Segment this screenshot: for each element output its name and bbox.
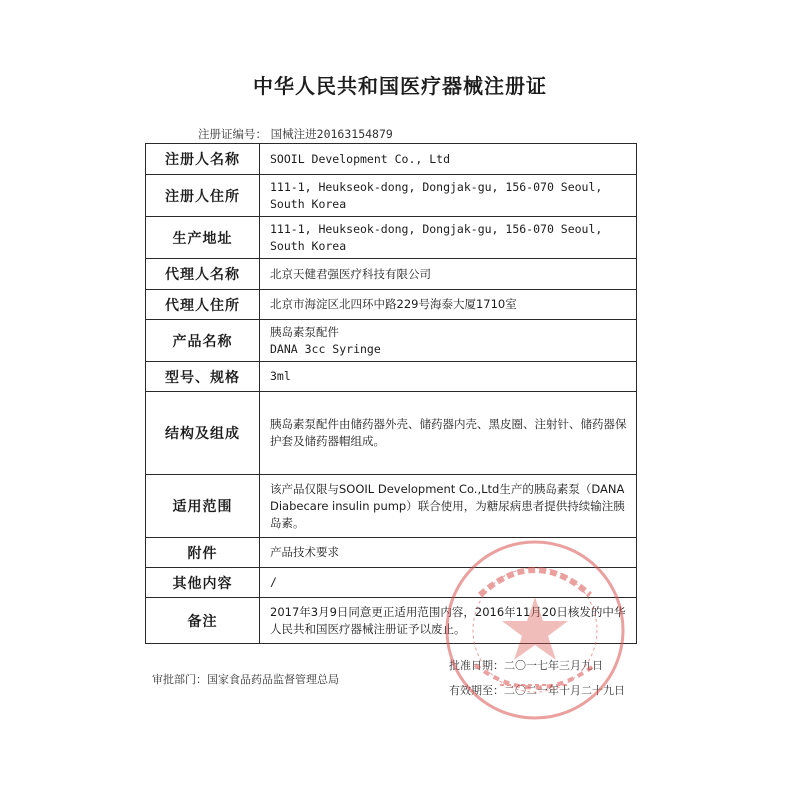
table-row <box>146 175 637 217</box>
row-label: 型号、规格 <box>146 362 260 392</box>
table-row <box>146 475 637 538</box>
row-value <box>260 144 637 175</box>
row-label: 其他内容 <box>146 568 260 598</box>
value-line: 北京天健君强医疗科技有限公司 <box>270 266 431 281</box>
value-line: South Korea <box>270 196 347 211</box>
document-title: 中华人民共和国医疗器械注册证 <box>253 74 547 98</box>
approval-date-label: 批准日期： <box>449 659 504 672</box>
row-value <box>260 320 637 362</box>
row-label: 结构及组成 <box>146 392 260 475</box>
value-line: 3ml <box>270 369 291 383</box>
value-line: 产品技术要求 <box>270 545 339 559</box>
row-label: 生产地址 <box>146 217 260 259</box>
value-line: 111-1, Heukseok-dong, Dongjak-gu, 156-070 Seoul, <box>270 221 603 236</box>
row-value <box>260 475 637 538</box>
row-label: 注册人名称 <box>146 144 260 175</box>
value-text: 该产品仅限与SOOIL Development Co.,Ltd生产的胰岛素泵（DANA Diabecare insulin pump）联合使用，为糖尿病患者提供持续输注胰岛素。 <box>270 481 625 530</box>
registration-number <box>198 126 393 142</box>
table-row <box>146 144 637 175</box>
table-row <box>146 259 637 290</box>
row-label: 附件 <box>146 538 260 568</box>
value-line: / <box>270 575 277 589</box>
row-value <box>260 290 637 320</box>
row-label: 代理人名称 <box>146 259 260 290</box>
table-row <box>146 392 637 475</box>
value-line: South Korea <box>270 238 347 253</box>
valid-until-label: 有效期至： <box>449 684 504 697</box>
table-row <box>146 217 637 259</box>
table-row <box>146 320 637 362</box>
row-value <box>260 217 637 259</box>
value-line: SOOIL Development Co., Ltd <box>270 151 451 166</box>
table-row <box>146 290 637 320</box>
row-value <box>260 259 637 290</box>
official-seal-icon <box>440 535 630 725</box>
value-text: 胰岛素泵配件由储药器外壳、储药器内壳、黑皮圈、注射针、储药器保护套及储药器帽组成。 <box>270 417 627 448</box>
value-line: 北京市海淀区北四环中路229号海泰大厦1710室 <box>270 297 517 311</box>
table-row <box>146 362 637 392</box>
row-label: 注册人住所 <box>146 175 260 217</box>
approval-date-value: 二〇一七年三月九日 <box>504 659 603 672</box>
registration-number-label: 注册证编号： <box>198 127 267 141</box>
approval-department <box>152 671 339 687</box>
value-line: 胰岛素泵配件 <box>270 324 339 339</box>
row-label: 备注 <box>146 598 260 644</box>
value-line: DANA 3cc Syringe <box>270 341 381 356</box>
row-label: 产品名称 <box>146 320 260 362</box>
value-line: 111-1, Heukseok-dong, Dongjak-gu, 156-070 Seoul, <box>270 179 603 194</box>
approval-department-label: 审批部门： <box>152 673 207 686</box>
value-text: 2017年3月9日同意更正适用范围内容，2016年11月20日核发的中华人民共和国医疗器械注册证予以废止。 <box>270 604 626 636</box>
registration-number-value: 国械注进20163154879 <box>270 127 393 141</box>
valid-until-value: 二〇二一年十月二十九日 <box>504 684 625 697</box>
row-value <box>260 392 637 475</box>
row-value <box>260 362 637 392</box>
approval-department-value: 国家食品药品监督管理总局 <box>207 673 339 686</box>
row-value <box>260 175 637 217</box>
row-label: 适用范围 <box>146 475 260 538</box>
row-label: 代理人住所 <box>146 290 260 320</box>
